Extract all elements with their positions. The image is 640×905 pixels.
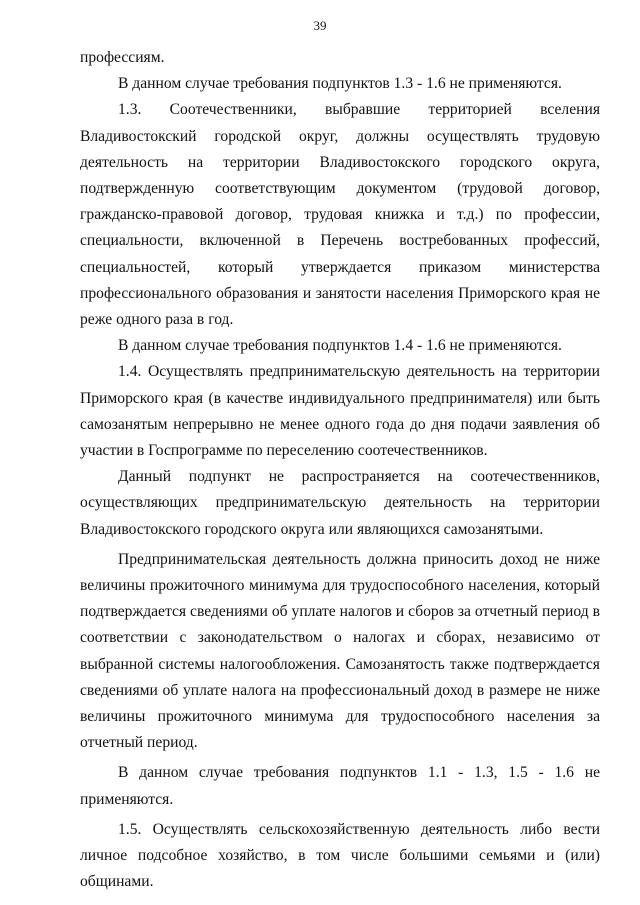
paragraph-continuation: профессиям. bbox=[80, 49, 165, 66]
paragraph-item-1-5: 1.5. Осуществлять сельскохозяйственную деятельность либо вести личное подсобное хозяйство, в том числе большими семьями и (или) общинами. bbox=[80, 820, 600, 891]
paragraph-note-3: В данном случае требования подпунктов 1.1 - 1.3, 1.5 - 1.6 не применяются. bbox=[80, 764, 600, 808]
page-number: 39 bbox=[313, 18, 327, 33]
paragraph-income-requirement: Предпринимательская деятельность должна приносить доход не ниже величины прожиточного минимума для трудоспособного населения, который подтверждается сведениями об уплате налогов и сборов за отчетный период в соответствии с законодательством о налогах и сборах, независимо от выбранной системы налогообложения. Самозанятость также подтверждается сведениями об уплате налога на профессиональный доход в размере не ниже величины прожиточного минимума для трудоспособного населения за отчетный период. bbox=[80, 550, 600, 752]
paragraph-note-1: В данном случае требования подпунктов 1.3 - 1.6 не применяются. bbox=[118, 75, 562, 93]
paragraph-item-1-3: 1.3. Соотечественники, выбравшие территорией вселения Владивостокский городской округ, должны осуществлять трудовую деятельность на территории Владивостокского городского округа, подтвержденную соответствующим документом (трудовой договор, гражданско-правовой договор, трудовая книжка и т.д.) по профессии, специальности, включенной в Перечень востребованных профессий, специальностей, который утверждается приказом министерства профессионального образования и занятости населения Приморского края не реже одного раза в год. bbox=[80, 101, 600, 329]
paragraph-item-1-4: 1.4. Осуществлять предпринимательскую деятельность на территории Приморского края (в качестве индивидуального предпринимателя) или быть самозанятым непрерывно не менее одного года до дня подачи заявления об участии в Госпрограмме по переселению соотечественников. bbox=[80, 363, 600, 460]
paragraph-exception: Данный подпункт не распространяется на соотечественников, осуществляющих предпринимательскую деятельность на территории Владивостокского городского округа или являющихся самозанятыми. bbox=[80, 468, 600, 538]
paragraph-note-2: В данном случае требования подпунктов 1.4 - 1.6 не применяются. bbox=[118, 337, 562, 355]
document-body bbox=[80, 45, 600, 896]
